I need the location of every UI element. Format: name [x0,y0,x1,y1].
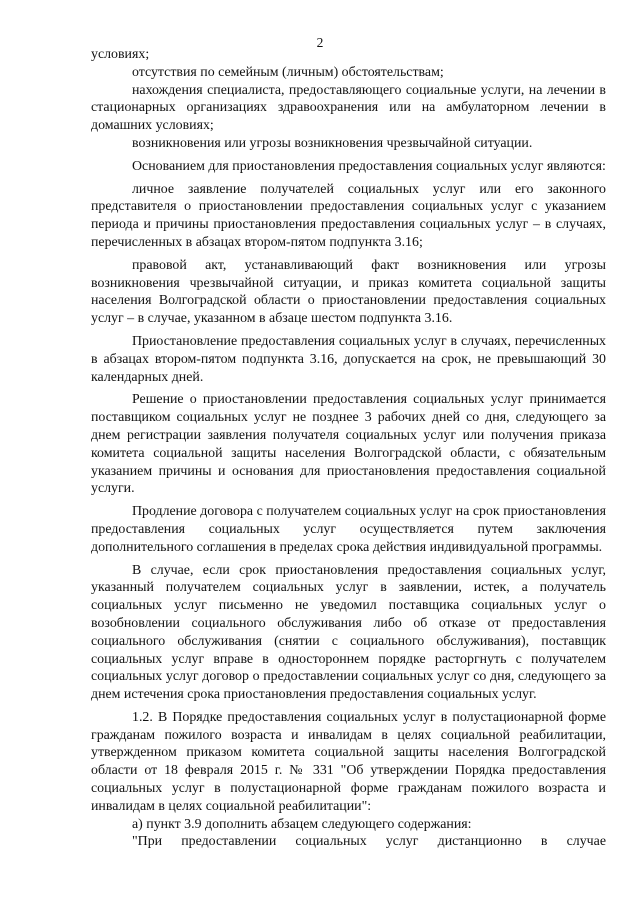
paragraph-specialist-treatment: нахождения специалиста, предоставляющего социальные услуги, на лечении в стационарных организациях здравоохранения или на амбулаторном лечении в домашних условиях; [91,82,606,134]
page-number: 2 [316,35,324,50]
paragraph-suspension-decision: Решение о приостановлении предоставления социальных услуг принимается поставщиком социальных услуг не позднее 3 рабочих дней со дня, следующего за днем регистрации заявления получателя социальных услуг или получения приказа комитета социальной защиты населения Волгоградской области, с обязательным указанием причины и основания для приостановления предоставления социальной услуги. [91,392,606,497]
paragraph-suspension-term: Приостановление предоставления социальных услуг в случаях, перечисленных в абзацах втором-пятом подпункта 3.16, допускается на срок, не превышающий 30 календарных дней. [91,333,606,385]
paragraph-contract-extension: Продление договора с получателем социальных услуг на срок приостановления предоставления социальных услуг осуществляется путем заключения дополнительного соглашения в пределах срока действия индивидуальной программы. [91,504,606,555]
paragraph-emergency: возникновения или угрозы возникновения чрезвычайной ситуации. [132,135,533,151]
paragraph-family-reasons: отсутствия по семейным (личным) обстоятельствам; [132,64,444,80]
paragraph-suspension-grounds: Основанием для приостановления предоставления социальных услуг являются: [132,158,606,174]
document-body [91,46,606,851]
paragraph-personal-statement: личное заявление получателей социальных услуг или его законного представителя о приостановлении предоставления социальных услуг с указанием периода и причины приостановления предоставления социальных услуг – в случаях, перечисленных в абзацах втором-пятом подпункта 3.16; [91,181,606,250]
paragraph-legal-act: правовой акт, устанавливающий факт возникновения или угрозы возникновения чрезвычайной ситуации, и приказ комитета социальной защиты населения Волгоградской области о приостановлении предоставления социальных услуг – в случае, указанном в абзаце шестом подпункта 3.16. [91,257,606,327]
paragraph-continuation: условиях; [91,47,150,62]
paragraph-quoted-text: "При предоставлении социальных услуг дистанционно в случае [132,834,606,850]
paragraph-expired-term: В случае, если срок приостановления предоставления социальных услуг, указанный получателем социальных услуг в заявлении, истек, а получатель социальных услуг письменно не уведомил поставщика социальных услуг о возобновлении социального обслуживания либо об отказе от предоставления социального обслуживания (снятии с социального обслуживания), поставщик социальных услуг вправе в одностороннем порядке расторгнуть с получателем социальных услуг договор о предоставлении социальных услуг со дня, следующего за днем истечения срока приостановления предоставления социальных услуг. [91,562,606,703]
paragraph-section-1-2: 1.2. В Порядке предоставления социальных услуг в полустационарной форме гражданам пожилого возраста и инвалидам в целях социальной реабилитации, утвержденном приказом комитета социальной защиты населения Волгоградской области от 18 февраля 2015 г. № 331 "Об утверждении Порядка предоставления социальных услуг в полустационарной форме гражданам пожилого возраста и инвалидам в целях социальной реабилитации": [91,709,606,814]
paragraph-item-a: а) пункт 3.9 дополнить абзацем следующего содержания: [132,816,472,832]
